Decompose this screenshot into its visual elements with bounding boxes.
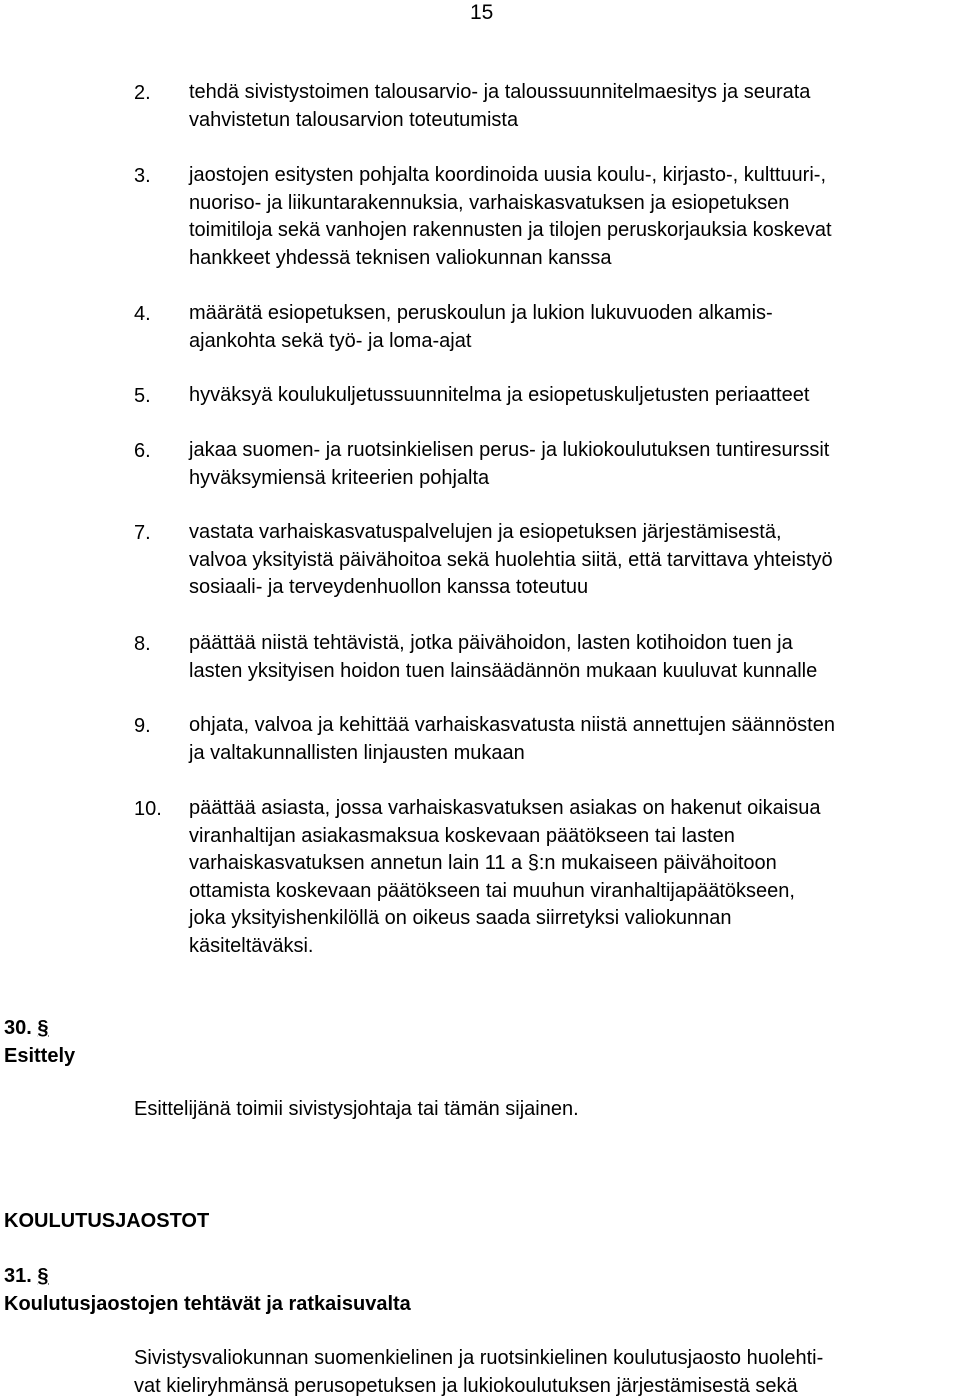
page-number: 15 bbox=[470, 1, 494, 24]
section-title: Esittely bbox=[4, 1045, 76, 1067]
text-line: toimitiloja sekä vanhojen rakennusten ja tilojen peruskorjauksia koskevat bbox=[189, 219, 832, 241]
section-heading bbox=[4, 1262, 49, 1290]
text-line: vahvistetun talousarvion toteutumista bbox=[189, 108, 519, 131]
section-body bbox=[134, 1345, 823, 1400]
list-item-text bbox=[189, 300, 959, 355]
list-item-number: 8. bbox=[134, 633, 151, 655]
text-line: ohjata, valvoa ja kehittää varhaiskasvatusta niistä annettujen säännösten bbox=[189, 714, 835, 736]
text-line: ajankohta sekä työ- ja loma-ajat bbox=[189, 329, 472, 352]
text-line: nuoriso- ja liikuntarakennuksia, varhaiskasvatuksen ja esiopetuksen bbox=[189, 191, 790, 214]
list-item-number: 3. bbox=[134, 165, 151, 187]
list-item-number: 2. bbox=[134, 82, 151, 104]
list-item-number: 5. bbox=[134, 385, 151, 407]
text-line: sosiaali- ja terveydenhuollon kanssa toteutuu bbox=[189, 576, 589, 598]
text-line: tehdä sivistystoimen talousarvio- ja taloussuunnitelmaesitys ja seurata bbox=[189, 81, 811, 103]
text-line: hyväksyä koulukuljetussuunnitelma ja esiopetuskuljetusten periaatteet bbox=[189, 384, 810, 406]
section-title: Koulutusjaostojen tehtävät ja ratkaisuvalta bbox=[4, 1293, 411, 1315]
list-item-number: 6. bbox=[134, 440, 151, 462]
text-line: hankkeet yhdessä teknisen valiokunnan kanssa bbox=[189, 246, 612, 269]
text-line: viranhaltijan asiakasmaksua koskevaan päätökseen tai lasten bbox=[189, 824, 735, 847]
text-line: määrätä esiopetuksen, peruskoulun ja lukion lukuvuoden alkamis- bbox=[189, 302, 773, 324]
section-sign: § bbox=[37, 1265, 49, 1287]
text-line: vastata varhaiskasvatuspalvelujen ja esiopetuksen järjestämisestä, bbox=[189, 521, 782, 543]
list-item-text bbox=[189, 519, 959, 602]
text-line: jaostojen esitysten pohjalta koordinoida uusia koulu-, kirjasto-, kulttuuri-, bbox=[189, 164, 827, 186]
text-line: käsiteltäväksi. bbox=[189, 934, 314, 957]
text-line: Sivistysvaliokunnan suomenkielinen ja ruotsinkielinen koulutusjaosto huolehti- bbox=[134, 1347, 824, 1369]
list-item-text bbox=[189, 712, 959, 767]
text-line: lasten yksityisen hoidon tuen lainsäädännön mukaan kuuluvat kunnalle bbox=[189, 659, 818, 682]
list-item-number: 7. bbox=[134, 522, 151, 544]
list-item-number: 10. bbox=[134, 798, 162, 820]
text-line: päättää niistä tehtävistä, jotka päivähoidon, lasten kotihoidon tuen ja bbox=[189, 632, 793, 654]
section-number: 31. bbox=[4, 1265, 32, 1287]
text-line: ottamista koskevaan päätökseen tai muuhun viranhaltijapäätökseen, bbox=[189, 879, 795, 902]
list-item-text bbox=[189, 795, 959, 960]
section-body: Esittelijänä toimii sivistysjohtaja tai tämän sijainen. bbox=[134, 1098, 579, 1120]
section-number: 30. bbox=[4, 1017, 32, 1039]
list-item-text bbox=[189, 437, 959, 492]
section-heading bbox=[4, 1014, 49, 1042]
section-sign: § bbox=[37, 1017, 49, 1039]
list-item-text bbox=[189, 162, 959, 272]
list-item-text bbox=[189, 79, 959, 134]
text-line: ja valtakunnallisten linjausten mukaan bbox=[189, 741, 525, 764]
text-line: vat kieliryhmänsä perusopetuksen ja lukiokoulutuksen järjestämisestä sekä bbox=[134, 1374, 798, 1397]
text-line: päättää asiasta, jossa varhaiskasvatuksen asiakas on hakenut oikaisua bbox=[189, 797, 821, 819]
list-item-number: 9. bbox=[134, 715, 151, 737]
text-line: jakaa suomen- ja ruotsinkielisen perus- ja lukiokoulutuksen tuntiresurssit bbox=[189, 439, 830, 461]
list-item-text bbox=[189, 630, 959, 685]
list-item-text bbox=[189, 382, 959, 410]
text-line: valvoa yksityistä päivähoitoa sekä huolehtia siitä, että tarvittava yhteistyö bbox=[189, 548, 833, 571]
text-line: hyväksymiensä kriteerien pohjalta bbox=[189, 466, 490, 489]
text-line: varhaiskasvatuksen annetun lain 11 a §:n mukaiseen päivähoitoon bbox=[189, 852, 777, 874]
text-line: joka yksityishenkilöllä on oikeus saada siirretyksi valiokunnan bbox=[189, 907, 732, 929]
chapter-heading: KOULUTUSJAOSTOT bbox=[4, 1210, 210, 1232]
list-item-number: 4. bbox=[134, 303, 151, 325]
